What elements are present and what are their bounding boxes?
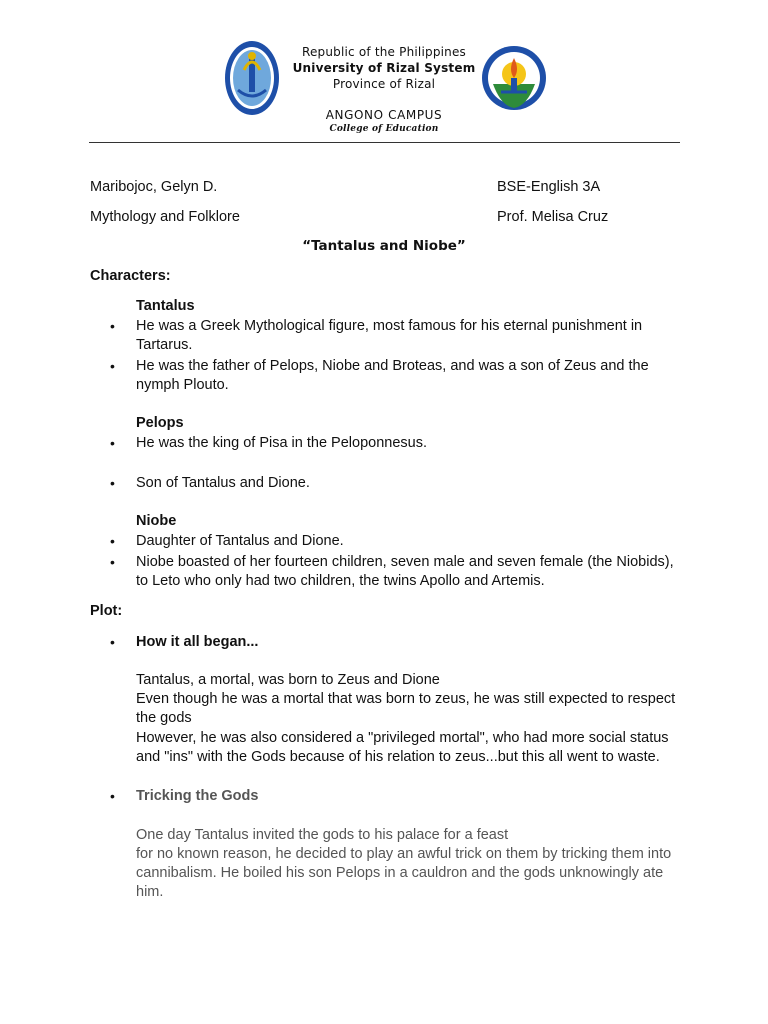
college-name: College of Education xyxy=(329,124,439,134)
province-line: Province of Rizal xyxy=(332,77,436,91)
bullet-icon: • xyxy=(110,634,115,650)
niobe-point-1: Daughter of Tantalus and Dione. xyxy=(136,533,344,549)
tantalus-point-2: He was the father of Pelops, Niobe and Broteas, and was a son of Zeus and the nymph Plouto. xyxy=(136,358,649,393)
pelops-point-2: Son of Tantalus and Dione. xyxy=(136,475,310,491)
document-title: “Tantalus and Niobe” xyxy=(302,238,466,254)
tricking-heading: Tricking the Gods xyxy=(136,788,259,804)
bullet-icon: • xyxy=(110,358,115,374)
tantalus-point-1: He was a Greek Mythological figure, most famous for his eternal punishment in Tartarus. xyxy=(136,318,643,353)
bullet-icon: • xyxy=(110,435,115,451)
tantalus-heading: Tantalus xyxy=(136,298,195,314)
subject-label: Mythology and Folklore xyxy=(90,209,240,225)
began-heading: How it all began... xyxy=(136,634,259,650)
section-label: BSE-English 3A xyxy=(497,179,601,195)
began-paragraph-2: Even though he was a mortal that was born to zeus, he was still expected to respect the gods xyxy=(136,691,676,726)
school-header xyxy=(284,44,484,135)
plot-heading: Plot: xyxy=(90,603,123,619)
campus-name: ANGONO CAMPUS xyxy=(325,108,443,122)
bullet-icon: • xyxy=(110,318,115,334)
began-paragraph-1: Tantalus, a mortal, was born to Zeus and Dione xyxy=(136,672,440,688)
republic-line: Republic of the Philippines xyxy=(301,45,467,59)
bullet-icon: • xyxy=(110,533,115,549)
pelops-heading: Pelops xyxy=(136,415,184,431)
professor-label: Prof. Melisa Cruz xyxy=(497,209,609,225)
header-divider xyxy=(89,142,680,143)
student-name: Maribojoc, Gelyn D. xyxy=(90,179,218,195)
university-name: University of Rizal System xyxy=(292,61,476,75)
bullet-icon: • xyxy=(110,788,115,804)
pelops-point-1: He was the king of Pisa in the Peloponnesus. xyxy=(136,435,427,451)
niobe-heading: Niobe xyxy=(136,513,177,529)
bullet-icon: • xyxy=(110,554,115,570)
characters-heading: Characters: xyxy=(90,268,171,284)
began-paragraph-3: However, he was also considered a "privileged mortal", who had more social status and "ins" with the Gods because of his relation to zeus...but this all went to waste. xyxy=(136,730,669,765)
university-seal-icon xyxy=(224,40,280,116)
college-of-education-seal-icon xyxy=(481,40,547,116)
bullet-icon: • xyxy=(110,475,115,491)
tricking-paragraph-2: for no known reason, he decided to play an awful trick on them by tricking them into cannibalism. He boiled his son Pelops in a cauldron and the gods unknowingly ate him. xyxy=(136,846,672,900)
niobe-point-2: Niobe boasted of her fourteen children, seven male and seven female (the Niobids), to Leto who only had two children, the twins Apollo and Artemis. xyxy=(136,554,674,589)
tricking-paragraph-1: One day Tantalus invited the gods to his palace for a feast xyxy=(136,827,509,843)
